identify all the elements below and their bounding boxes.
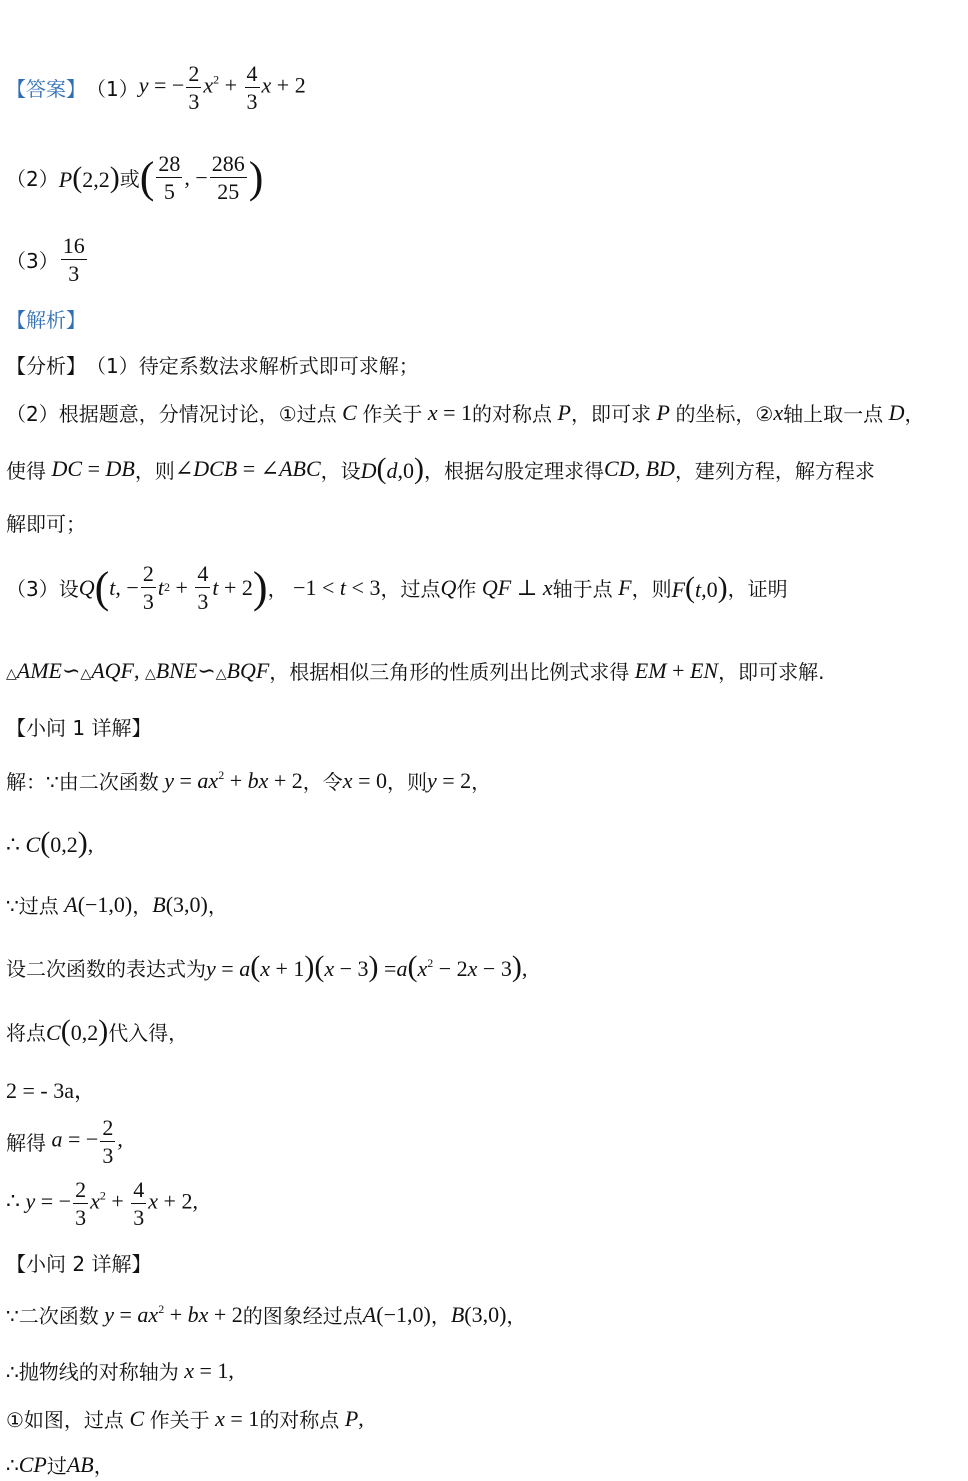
q2-l1-text-a: ∵二次函数 [6,1304,99,1328]
math-b-point: B(3,0) [152,891,208,917]
math-x-eq-1: x = 1 [427,399,473,425]
q2-l1-text-c: ， [430,1304,451,1328]
math-a-value: a = − $\frac{2}{3}$ , [51,1115,123,1169]
analysis-line-1 [6,350,419,379]
math-b-point-2: B(3,0) [450,1301,507,1327]
q2-l3-text-c: 的对称点 [259,1408,340,1432]
q1-line-1 [6,766,491,795]
q2-l3-text-a: ①如图，过点 [6,1408,124,1432]
answer-line-1 [6,62,306,113]
analysis-line-3 [6,452,875,486]
analysis-2-text-d: ，即可求 [570,402,651,426]
analysis-line-2 [6,398,925,427]
q1-head: 【小问 1 详解】 [6,716,152,740]
analysis-2b-text-c: ，设 [320,458,361,483]
q1-l1-text-b: ，令 [302,770,343,794]
q2-l2-text-a: ∴抛物线的对称轴为 [6,1360,179,1384]
analysis-2b-text-e: ，建列方程，解方程求 [674,458,875,483]
q2-line-1 [6,1300,526,1329]
q1-line-5 [6,1014,188,1048]
analysis-3-text-b: ， [267,577,288,602]
math-c-2: C [123,1405,150,1431]
analysis-3-text-f: ，则 [631,577,672,602]
q2-l4-text-c: ， [93,1454,114,1478]
answer-tag: 【答案】 [6,77,86,102]
q1-l7-text-a: 解得 [6,1131,46,1156]
q2-l4-text-a: ∴ [6,1452,19,1477]
analysis-2-text-b: 作关于 [362,402,423,426]
analysis-2-text-g: ， [904,402,925,426]
q1-line-6 [6,1074,96,1105]
answer-2-point-p: P(2,2) [58,160,120,194]
q2-line-3 [6,1404,364,1433]
q1-l3-text-b: ， [132,894,153,918]
math-x-eq-0: x = 0 [342,767,387,793]
math-a-point-2: A(−1,0) [362,1301,431,1327]
analysis-head: 【分析】 [6,354,86,378]
math-f-point: F(t,0) [671,570,728,604]
analysis-2b-text-b: ，则 [134,458,175,483]
analysis-3b-text-a: ，根据相似三角形的性质列出比例式求得 [269,660,630,684]
math-q: Q [440,574,457,600]
analysis-2b-text-a: 使得 [6,458,46,483]
analysis-2-text-c: 的对称点 [472,402,553,426]
q1-line-4 [6,950,527,984]
math-axis-x-eq-1: x = 1, [184,1357,234,1383]
math-p-2: P [650,399,676,425]
answer-line-2 [6,152,263,203]
q2-l4-text-b: 过 [46,1454,67,1478]
q1-l3-text-c: ， [207,894,228,918]
math-d: D [883,399,905,425]
analysis-2-text-e: 的坐标，② [675,402,774,426]
q1-l5-text-a: 将点 [6,1020,46,1045]
math-x: x [773,399,784,425]
q1-l5-text-b: 代入得， [108,1020,189,1045]
q1-line-2 [6,826,93,860]
q2-l1-text-d: ， [506,1304,527,1328]
math-y-eq-2: y = 2 [426,767,472,793]
math-cd-bd: CD, BD [604,456,675,481]
math-t-range: −1 < t < 3 [287,574,381,600]
math-factored-form: $y = a(x + 1)(x - 3) =a(x^2 - 2x - 3)$, [206,950,528,983]
math-p-3: P, [344,1405,364,1431]
q2-line-4 [6,1450,114,1479]
q1-head-line [6,712,151,741]
answer-1-label: （1） [86,77,139,102]
math-em-en: EM + EN [634,657,719,683]
analysis-2-text-f: 轴上取一点 [783,402,884,426]
q1-l3-text-a: ∵过点 [6,894,59,918]
analysis-3-text-a: （3）设 [6,577,79,602]
q1-l1-text-c: ，则 [386,770,427,794]
answer-2-point-alt: ( $\frac{28}{5}$ , − $\frac{286}{25}$ ) [139,151,264,205]
math-c-point: ∴ C(0,2), [6,826,94,859]
math-x-eq-1-2: x = 1 [215,1405,260,1431]
q2-l1-text-b: 的图象经过点 [242,1304,363,1328]
answer-line-3 [6,234,89,285]
math-ab: AB [66,1451,94,1477]
q2-head-line [6,1248,151,1277]
math-quadratic: $y = ax^2$ + bx + 2 [164,767,303,793]
math-c-point-2: C(0,2) [46,1014,109,1047]
math-qf-perp: QF ⊥ x [481,574,553,600]
math-quadratic-2: $y = ax^2$ + bx + 2 [104,1301,243,1327]
math-dc-eq-db: DC = DB [51,456,135,481]
math-final-quadratic: ∴ y = − $\frac{2}{3}$ $x^2$ + $\frac{4}{3}$ x + 2, [6,1177,198,1231]
math-a-point: A(−1,0) [64,891,133,917]
analysis-3-text-g: ，证明 [727,577,788,602]
q1-line-3 [6,890,228,919]
math-cp: CP [18,1451,47,1477]
answer-3-label: （3） [6,249,59,274]
q1-l1-text-a: 解：∵由二次函数 [6,770,159,794]
analysis-tag: 【解析】 [6,308,86,332]
q2-head: 【小问 2 详解】 [6,1252,152,1276]
math-f: F [612,574,632,600]
math-q-point: Q ( t , − $\frac{2}{3}$ t 2 + $\frac{4}{3}$ t + 2 ) [78,561,268,615]
analysis-3b-text-b: ，即可求解. [718,660,825,684]
analysis-line-6 [6,656,824,685]
analysis-line-4 [6,508,86,537]
analysis-2-text-a: （2）根据题意，分情况讨论，①过点 [6,402,337,426]
q1-l4-text-a: 设二次函数的表达式为 [6,956,206,981]
analysis-2c-text: 解即可； [6,512,86,536]
answer-3-value: $\frac{16}{3}$ [62,233,85,287]
analysis-2b-text-d: ，根据勾股定理求得 [424,458,605,483]
q2-line-2 [6,1356,234,1385]
answer-2-label: （2） [6,167,59,192]
math-d-point: D(d,0) [360,452,425,485]
math-similar-triangles: △AME∽△AQF, △BNE∽△BQF [6,657,270,683]
q1-l6-text: 2 = - 3a， [6,1078,96,1103]
q2-l3-text-b: 作关于 [149,1408,210,1432]
analysis-3-text-d: 作 [456,577,477,602]
q1-l1-text-d: ， [471,770,492,794]
analysis-tag-line [6,304,86,333]
answer-2-or: 或 [119,167,140,192]
q1-line-8 [6,1178,198,1229]
answer-1-formula: y = − $\frac{2}{3}$ $x^2$ + $\frac{4}{3}$ x + 2 [138,61,306,115]
math-c: C [336,399,363,425]
q1-line-7 [6,1116,123,1167]
math-angle-eq: ∠DCB = ∠ABC [174,456,321,481]
analysis-3-text-c: ，过点 [380,577,441,602]
analysis-line-5 [6,562,788,613]
math-p: P [552,399,571,425]
analysis-1-text: （1）待定系数法求解析式即可求解； [86,354,419,378]
analysis-3-text-e: 轴于点 [552,577,613,602]
